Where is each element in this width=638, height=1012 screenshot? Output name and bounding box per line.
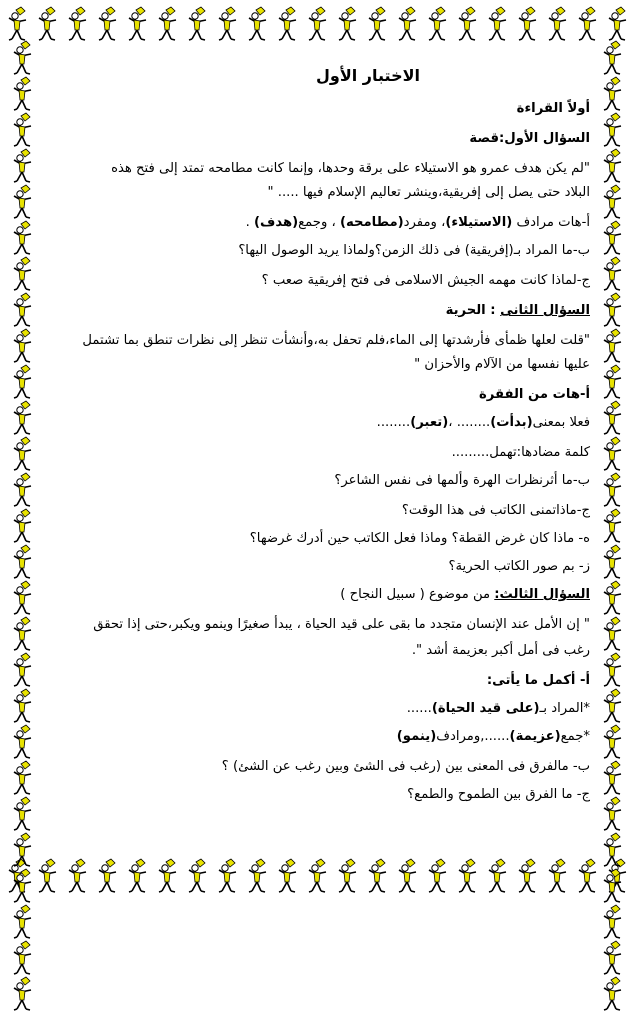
- yellow-figure-icon: [426, 858, 452, 898]
- exam-line: [48, 672, 590, 690]
- text-segment: *جمع: [560, 729, 590, 744]
- yellow-figure-icon: [156, 858, 182, 898]
- yellow-figure-icon: [66, 858, 92, 898]
- text-segment: (على قيد الحياة): [431, 701, 540, 716]
- yellow-figure-icon: [601, 724, 627, 760]
- yellow-figure-icon: [11, 400, 37, 436]
- exam-title: الاختبار الأول: [315, 66, 420, 85]
- yellow-figure-icon: [601, 364, 627, 400]
- yellow-figure-icon: [486, 6, 512, 46]
- exam-line: [48, 586, 590, 604]
- yellow-figure-icon: [601, 220, 627, 256]
- yellow-figure-icon: [11, 544, 37, 580]
- yellow-figure-icon: [601, 580, 627, 616]
- text-segment: البلاد حتى يصل إلى إفريقية،وينشر تعاليم الإسلام فيها ..... ": [267, 185, 590, 200]
- yellow-figure-icon: [11, 328, 37, 364]
- exam-line: [48, 184, 590, 202]
- exam-line: [48, 242, 590, 260]
- exam-line: [48, 530, 590, 548]
- yellow-figure-icon: [546, 858, 572, 898]
- yellow-figure-icon: [336, 858, 362, 898]
- decorative-border-top: [0, 6, 638, 46]
- yellow-figure-icon: [11, 688, 37, 724]
- yellow-figure-icon: [11, 112, 37, 148]
- yellow-figure-icon: [601, 688, 627, 724]
- text-segment: ج-ماذاتمنى الكاتب فى هذا الوقت؟: [401, 503, 590, 518]
- text-segment: ب-ما أثرنظرات الهرة وألمها فى نفس الشاعر؟: [334, 473, 590, 488]
- yellow-figure-icon: [11, 904, 37, 940]
- text-segment: السؤال الثانى: [500, 303, 590, 318]
- exam-line: [48, 160, 590, 178]
- exam-line: [48, 386, 590, 404]
- text-segment: (مطامحه): [339, 215, 404, 230]
- yellow-figure-icon: [601, 904, 627, 940]
- yellow-figure-icon: [11, 616, 37, 652]
- yellow-figure-icon: [126, 6, 152, 46]
- yellow-figure-icon: [276, 858, 302, 898]
- yellow-figure-icon: [601, 328, 627, 364]
- yellow-figure-icon: [456, 6, 482, 46]
- decorative-border-right: [594, 40, 634, 863]
- yellow-figure-icon: [601, 940, 627, 976]
- yellow-figure-icon: [11, 472, 37, 508]
- text-segment: أ-هات من الفقرة: [479, 387, 590, 402]
- yellow-figure-icon: [216, 6, 242, 46]
- yellow-figure-icon: [601, 40, 627, 76]
- text-segment: من موضوع ( سبيل النجاح ): [340, 587, 495, 602]
- yellow-figure-icon: [601, 148, 627, 184]
- exam-line: [48, 700, 590, 718]
- yellow-figure-icon: [186, 858, 212, 898]
- yellow-figure-icon: [66, 6, 92, 46]
- yellow-figure-icon: [601, 652, 627, 688]
- text-segment: (ينمو): [396, 729, 437, 744]
- text-segment: ج-لماذا كانت مهمه الجيش الاسلامى فى فتح إفريقية صعب ؟: [261, 273, 590, 288]
- yellow-figure-icon: [516, 858, 542, 898]
- yellow-figure-icon: [396, 858, 422, 898]
- text-segment: *المراد بـ: [539, 701, 590, 716]
- yellow-figure-icon: [276, 6, 302, 46]
- decorative-border-left: [4, 40, 44, 863]
- text-segment: ب- مالفرق فى المعنى بين (رغب فى الشئ وبين رغب عن الشئ) ؟: [221, 759, 590, 774]
- yellow-figure-icon: [601, 292, 627, 328]
- yellow-figure-icon: [306, 6, 332, 46]
- text-segment: أ-هات مرادف: [512, 215, 590, 230]
- exam-line: [48, 642, 590, 660]
- yellow-figure-icon: [11, 796, 37, 832]
- yellow-figure-icon: [576, 858, 602, 898]
- yellow-figure-icon: [246, 6, 272, 46]
- yellow-figure-icon: [601, 112, 627, 148]
- text-segment: رغب فى أمل أكبر بعزيمة أشد ".: [411, 643, 590, 658]
- exam-line: [48, 758, 590, 776]
- yellow-figure-icon: [11, 868, 37, 904]
- yellow-figure-icon: [11, 652, 37, 688]
- text-segment: ه- ماذا كان غرض القطة؟ وماذا فعل الكاتب حين أدرك غرضها؟: [249, 531, 590, 546]
- text-segment: .: [245, 215, 255, 230]
- yellow-figure-icon: [601, 436, 627, 472]
- text-segment: ز- بم صور الكاتب الحرية؟: [448, 559, 590, 574]
- text-segment: أولاً القراءة: [516, 101, 590, 116]
- yellow-figure-icon: [516, 6, 542, 46]
- text-segment: كلمة مضادها:تهمل.........: [451, 445, 590, 460]
- yellow-figure-icon: [11, 508, 37, 544]
- yellow-figure-icon: [11, 256, 37, 292]
- yellow-figure-icon: [246, 858, 272, 898]
- text-segment: "لم يكن هدف عمرو هو الاستيلاء على برقة وحدها، وإنما كانت مطامحه تمتد إلى فتح هذه: [111, 161, 590, 176]
- yellow-figure-icon: [36, 858, 62, 898]
- yellow-figure-icon: [601, 184, 627, 220]
- text-segment: (تعبر): [410, 415, 449, 430]
- text-segment: ، ومفرد: [403, 215, 446, 230]
- text-segment: عليها نفسها من الآلام والأحزان ": [414, 357, 590, 372]
- text-segment: " إن الأمل عند الإنسان متجدد ما بقى على قيد الحياة ، يبدأ صغيرًا وينمو ويكبر،حتى إذا تحقق: [93, 617, 590, 632]
- yellow-figure-icon: [601, 472, 627, 508]
- yellow-figure-icon: [456, 858, 482, 898]
- yellow-figure-icon: [11, 580, 37, 616]
- text-segment: ، وجمع: [298, 215, 340, 230]
- exam-line: [48, 728, 590, 746]
- yellow-figure-icon: [11, 292, 37, 328]
- yellow-figure-icon: [396, 6, 422, 46]
- yellow-figure-icon: [156, 6, 182, 46]
- exam-line: [48, 414, 590, 432]
- yellow-figure-icon: [11, 184, 37, 220]
- exam-line: [48, 502, 590, 520]
- text-segment: ........ ،: [448, 415, 491, 430]
- exam-line: [48, 302, 590, 320]
- exam-line: [48, 214, 590, 232]
- yellow-figure-icon: [11, 976, 37, 1012]
- decorative-border-bottom: [0, 858, 638, 898]
- text-segment: (هدف): [254, 215, 299, 230]
- text-segment: (الاستيلاء): [445, 215, 513, 230]
- yellow-figure-icon: [601, 256, 627, 292]
- exam-line: [48, 356, 590, 374]
- text-segment: "قلت لعلها ظمأى فأرشدتها إلى الماء،فلم تحفل به،وأنشأت تنظر إلى نظرات تنطق بما تشتمل: [82, 333, 590, 348]
- text-segment: السؤال الثالث:: [494, 587, 590, 602]
- yellow-figure-icon: [601, 508, 627, 544]
- text-segment: ........: [376, 415, 411, 430]
- yellow-figure-icon: [306, 858, 332, 898]
- exam-line: [48, 472, 590, 490]
- exam-line: [48, 786, 590, 804]
- yellow-figure-icon: [11, 832, 37, 868]
- yellow-figure-icon: [11, 940, 37, 976]
- text-segment: ج- ما الفرق بين الطموح والطمع؟: [407, 787, 590, 802]
- exam-line: [48, 130, 590, 148]
- text-segment: أ- أكمل ما يأتى:: [486, 673, 590, 688]
- yellow-figure-icon: [11, 724, 37, 760]
- text-segment: فعلا بمعنى: [532, 415, 590, 430]
- exam-line: [48, 332, 590, 350]
- text-segment: (بدأت): [490, 415, 533, 430]
- text-segment: ب-ما المراد بـ(إفريقية) فى ذلك الزمن؟ولماذا يريد الوصول اليها؟: [238, 243, 590, 258]
- yellow-figure-icon: [11, 220, 37, 256]
- yellow-figure-icon: [366, 6, 392, 46]
- exam-line: [48, 616, 590, 634]
- yellow-figure-icon: [601, 544, 627, 580]
- exam-line: [48, 272, 590, 290]
- yellow-figure-icon: [11, 364, 37, 400]
- yellow-figure-icon: [601, 400, 627, 436]
- exam-line: [48, 444, 590, 462]
- yellow-figure-icon: [126, 858, 152, 898]
- yellow-figure-icon: [336, 6, 362, 46]
- yellow-figure-icon: [216, 858, 242, 898]
- yellow-figure-icon: [96, 6, 122, 46]
- yellow-figure-icon: [546, 6, 572, 46]
- text-segment: : الحرية: [445, 303, 501, 318]
- yellow-figure-icon: [11, 436, 37, 472]
- yellow-figure-icon: [426, 6, 452, 46]
- yellow-figure-icon: [601, 616, 627, 652]
- text-segment: ......,ومرادف: [436, 729, 510, 744]
- yellow-figure-icon: [11, 76, 37, 112]
- yellow-figure-icon: [601, 796, 627, 832]
- text-segment: (عزيمة): [509, 729, 561, 744]
- yellow-figure-icon: [601, 760, 627, 796]
- yellow-figure-icon: [186, 6, 212, 46]
- yellow-figure-icon: [601, 76, 627, 112]
- yellow-figure-icon: [486, 858, 512, 898]
- yellow-figure-icon: [601, 868, 627, 904]
- yellow-figure-icon: [11, 148, 37, 184]
- text-segment: ......: [406, 701, 432, 716]
- yellow-figure-icon: [601, 976, 627, 1012]
- text-segment: السؤال الأول:قصة: [469, 131, 590, 146]
- exam-line: [48, 558, 590, 576]
- yellow-figure-icon: [601, 832, 627, 868]
- yellow-figure-icon: [366, 858, 392, 898]
- yellow-figure-icon: [96, 858, 122, 898]
- yellow-figure-icon: [11, 40, 37, 76]
- yellow-figure-icon: [11, 760, 37, 796]
- exam-line: [48, 100, 590, 118]
